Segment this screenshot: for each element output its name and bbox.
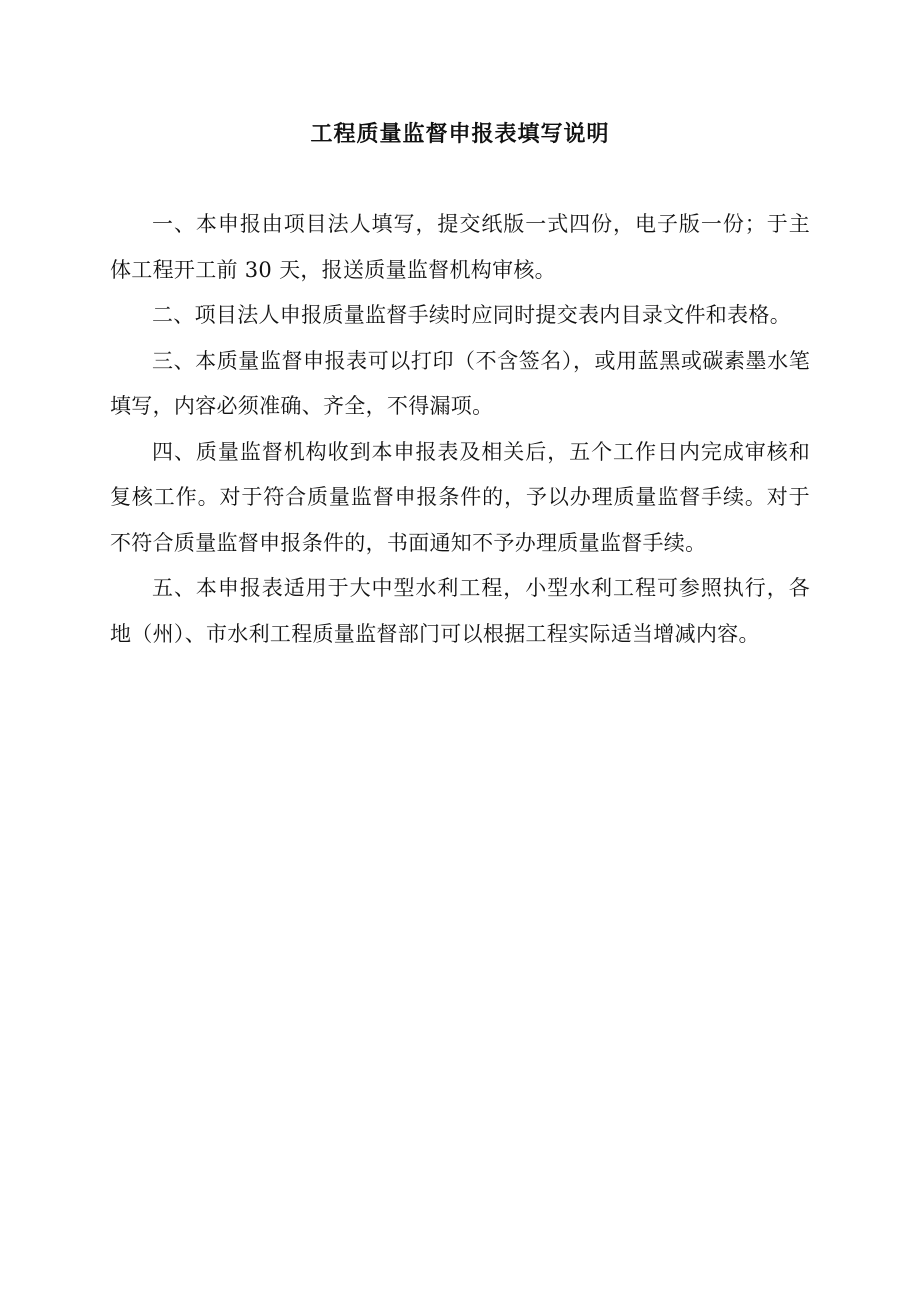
document-title: 工程质量监督申报表填写说明 <box>310 121 610 147</box>
paragraph-3: 三、本质量监督申报表可以打印（不含签名），或用蓝黑或碳素墨水笔填写，内容必须准确、齐全，不得漏项。 <box>110 348 810 418</box>
paragraph-5: 五、本申报表适用于大中型水利工程，小型水利工程可参照执行，各地（州）、市水利工程质量监督部门可以根据工程实际适当增减内容。 <box>110 576 810 646</box>
paragraph-4: 四、质量监督机构收到本申报表及相关后，五个工作日内完成审核和复核工作。对于符合质量监督申报条件的，予以办理质量监督手续。对于不符合质量监督申报条件的，书面通知不予办理质量监督手续。 <box>110 439 810 555</box>
paragraph-2: 二、项目法人申报质量监督手续时应同时提交表内目录文件和表格。 <box>152 303 791 327</box>
document-body <box>110 202 810 657</box>
paragraph-1: 一、本申报由项目法人填写，提交纸版一式四份，电子版一份；于主体工程开工前 30 天，报送质量监督机构审核。 <box>110 212 810 282</box>
